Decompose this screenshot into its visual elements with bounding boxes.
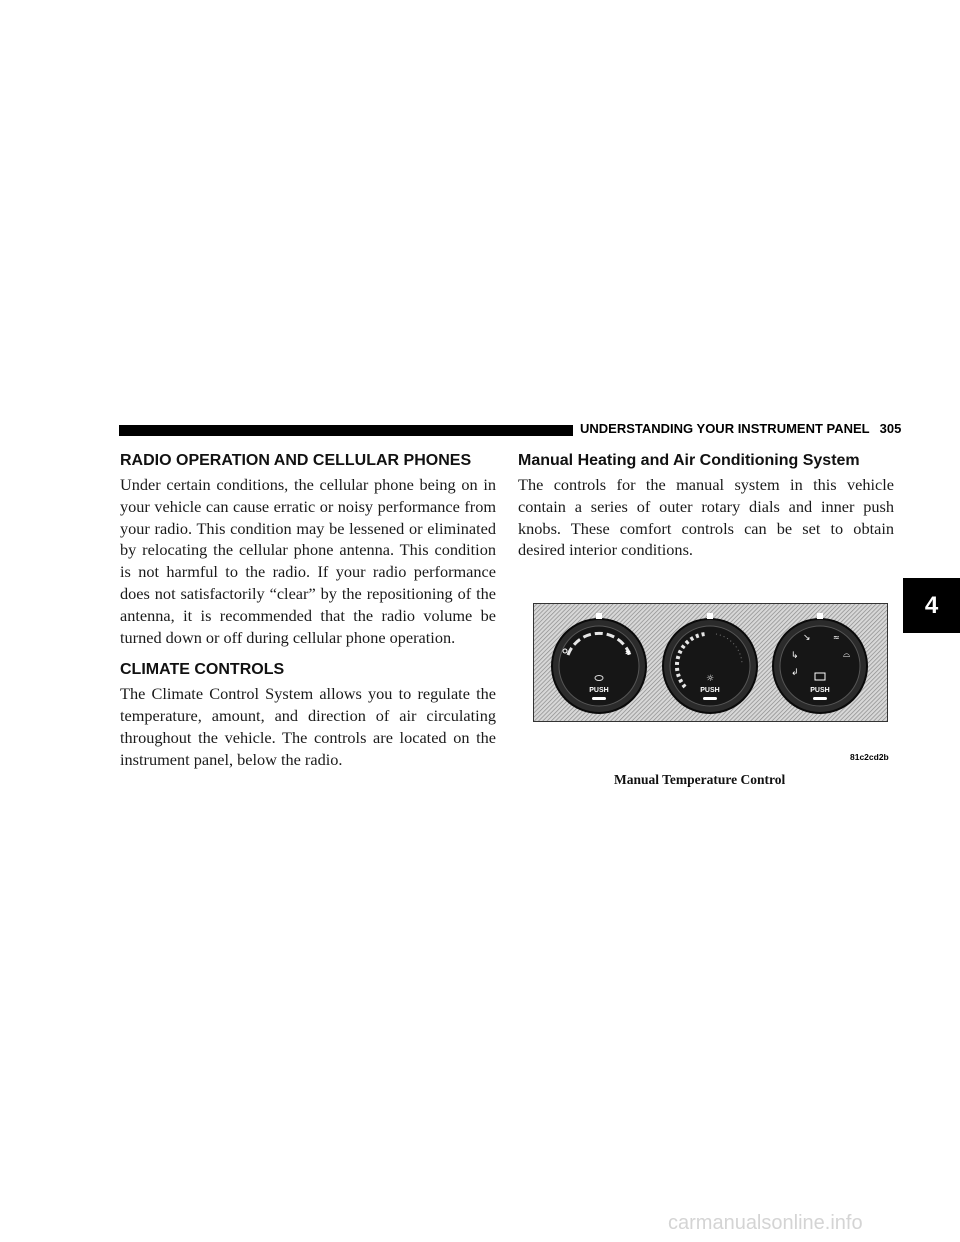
climate-heading: CLIMATE CONTROLS (120, 661, 285, 679)
running-header (580, 421, 901, 436)
page-number: 305 (879, 421, 902, 436)
header-rule (119, 425, 570, 436)
section-title: UNDERSTANDING YOUR INSTRUMENT PANEL (580, 421, 870, 436)
climate-panel-figure (533, 603, 888, 722)
left-column (120, 451, 496, 771)
radio-heading: RADIO OPERATION AND CELLULAR PHONES (120, 452, 472, 469)
watermark: carmanualsonline.info (668, 1212, 863, 1234)
chapter-tab: 4 (903, 578, 960, 633)
floor-vent-icon: ↲ (791, 668, 799, 678)
header-rule-end (562, 425, 573, 436)
manual-heading: Manual Heating and Air Conditioning System (518, 452, 860, 469)
bilevel-vent-icon: ↳ (791, 651, 799, 661)
temperature-push-label: PUSH (589, 687, 609, 694)
figure-caption: Manual Temperature Control (614, 772, 786, 787)
panel-vent-icon: ↘ (803, 633, 811, 643)
mode-push-label: PUSH (810, 687, 830, 694)
climate-paragraph: The Climate Control System allows you to regulate the temperature, amount, and direction of air circulating throughout the vehicle. The controls are located on the instrument panel, below the radio. (120, 684, 496, 769)
blower-fan-icon: ☼ (705, 674, 715, 684)
radio-paragraph: Under certain conditions, the cellular phone being on in your vehicle can cause erratic or noisy performance from your radio. This condition may be lessened or eliminated by relocating the cellular phone antenna. This condition is not harmful to the radio. If your radio performance does not satisfactorily “clear” by the repositioning of the antenna, it is recommended that the radio volume be turned down or off during cellular phone operation. (120, 475, 496, 647)
right-column (518, 451, 894, 561)
mix-vent-icon: ≈ (833, 633, 840, 642)
manual-paragraph: The controls for the manual system in this vehicle contain a series of outer rotary dials and inner push knobs. These comfort controls can be set to obtain desired interior conditions. (518, 475, 894, 560)
defrost-icon: ⌓ (843, 650, 851, 660)
blower-push-label: PUSH (700, 687, 720, 694)
svg-text:✱: ✱ (625, 649, 631, 657)
figure-code: 81c2cd2b (850, 752, 889, 762)
